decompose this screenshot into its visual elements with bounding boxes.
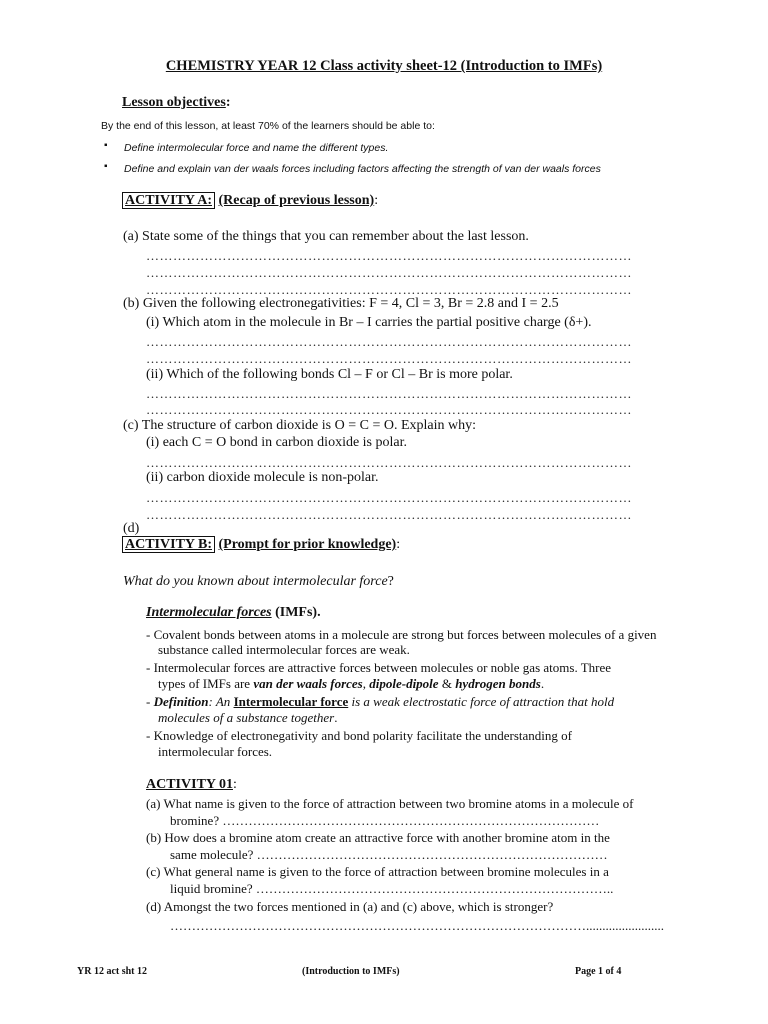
imf-definition-article: An bbox=[215, 694, 234, 709]
activity-b-question bbox=[123, 574, 394, 590]
activity-b-heading bbox=[122, 537, 400, 553]
activity-b-colon: : bbox=[396, 537, 401, 552]
imf-heading bbox=[146, 605, 321, 621]
lesson-objectives-colon: : bbox=[225, 95, 231, 110]
imf-definition-line-2 bbox=[158, 710, 337, 726]
answer-line: ……………………………………………………………………………………………… bbox=[146, 334, 632, 349]
imf-bullet-1-line-2: substance called intermolecular forces are weak. bbox=[158, 642, 410, 657]
activity-a-colon: : bbox=[374, 193, 379, 208]
answer-line: ……………………………………………………………………………………………… bbox=[146, 282, 632, 297]
activity-01-c-line-2: liquid bromine? ……………………………………………………………………….. bbox=[170, 881, 614, 896]
activity-b-label: ACTIVITY B: bbox=[122, 536, 215, 553]
imf-definition-term: Intermolecular force bbox=[233, 694, 349, 709]
imf-types-intro: types of IMFs are bbox=[158, 676, 254, 691]
activity-01-colon: : bbox=[233, 777, 237, 792]
imf-definition-period: . bbox=[334, 710, 338, 725]
activity-a-label: ACTIVITY A: bbox=[122, 192, 215, 209]
imf-definition-text-2: molecules of a substance together bbox=[158, 710, 335, 725]
imf-bullet-4-line-2: intermolecular forces. bbox=[158, 744, 273, 759]
answer-line: ……………………………………………………………………………………………… bbox=[146, 265, 632, 280]
lesson-objectives-heading bbox=[122, 95, 231, 111]
answer-line: ……………………………………………………………………………………………… bbox=[146, 490, 632, 505]
imf-definition-dash: - bbox=[146, 694, 154, 709]
activity-01-label: ACTIVITY 01 bbox=[146, 777, 233, 792]
bullet-icon: ▪ bbox=[104, 161, 108, 172]
imf-types-ampersand: & bbox=[438, 676, 456, 691]
activity-01-d-line-2: ……………………………………………………………………………………........................ bbox=[170, 918, 664, 933]
question-c-ii: (ii) carbon dioxide molecule is non-polar. bbox=[146, 470, 379, 485]
answer-line: ……………………………………………………………………………………………… bbox=[146, 351, 632, 366]
imf-definition-colon: : bbox=[208, 694, 216, 709]
page-title: CHEMISTRY YEAR 12 Class activity sheet-12 (Introduction to IMFs) bbox=[165, 58, 603, 74]
footer-page-number: Page 1 of 4 bbox=[575, 966, 622, 977]
imf-type-dipole-dipole: dipole-dipole bbox=[369, 676, 439, 691]
question-a: (a) State some of the things that you can remember about the last lesson. bbox=[123, 229, 529, 244]
imf-bullet-1-line-1: - Covalent bonds between atoms in a molecule are strong but forces between molecules of a given bbox=[146, 627, 657, 642]
question-d: (d) bbox=[123, 521, 140, 536]
answer-line: ……………………………………………………………………………………………… bbox=[146, 248, 632, 263]
activity-b-subtitle: (Prompt for prior knowledge) bbox=[218, 537, 397, 552]
imf-heading-abbrev: (IMFs) bbox=[275, 605, 318, 620]
imf-heading-dot: . bbox=[317, 605, 321, 620]
activity-01-c-line-1: (c) What general name is given to the force of attraction between bromine molecules in a bbox=[146, 864, 609, 879]
footer-left: YR 12 act sht 12 bbox=[77, 966, 147, 977]
answer-line: ……………………………………………………………………………………………… bbox=[146, 507, 632, 522]
activity-01-a-line-2: bromine? …………………………………………………………………………… bbox=[170, 813, 600, 828]
footer-center: (Introduction to IMFs) bbox=[302, 966, 400, 977]
activity-b-question-text: What do you known about intermolecular force bbox=[123, 574, 388, 589]
lesson-objectives-label: Lesson objectives bbox=[122, 95, 226, 110]
question-c-i: (i) each C = O bond in carbon dioxide is polar. bbox=[146, 435, 408, 450]
activity-a-subtitle: (Recap of previous lesson) bbox=[218, 193, 375, 208]
question-b-i: (i) Which atom in the molecule in Br – I carries the partial positive charge (δ+). bbox=[146, 315, 592, 330]
imf-definition-text: is a weak electrostatic force of attraction that hold bbox=[348, 694, 615, 709]
question-b-ii: (ii) Which of the following bonds Cl – F or Cl – Br is more polar. bbox=[146, 367, 513, 382]
activity-a-heading bbox=[122, 193, 378, 209]
activity-b-question-mark: ? bbox=[387, 574, 394, 589]
imf-definition-line-1 bbox=[146, 694, 614, 710]
question-c: (c) The structure of carbon dioxide is O = C = O. Explain why: bbox=[123, 418, 477, 433]
question-b: (b) Given the following electronegativities: F = 4, Cl = 3, Br = 2.8 and I = 2.5 bbox=[123, 296, 559, 311]
imf-types-comma: , bbox=[362, 676, 370, 691]
activity-01-a-line-1: (a) What name is given to the force of attraction between two bromine atoms in a molecule of bbox=[146, 796, 634, 811]
activity-01-d-line-1: (d) Amongst the two forces mentioned in (a) and (c) above, which is stronger? bbox=[146, 899, 554, 914]
answer-line: ……………………………………………………………………………………………… bbox=[146, 402, 632, 417]
imf-definition-label: Definition bbox=[153, 694, 209, 709]
bullet-icon: ▪ bbox=[104, 140, 108, 151]
imf-bullet-2-line-2 bbox=[158, 676, 544, 692]
imf-heading-term: Intermolecular forces bbox=[146, 605, 272, 620]
imf-type-hydrogen-bonds: hydrogen bonds bbox=[455, 676, 541, 691]
objective-item: Define intermolecular force and name the different types. bbox=[124, 142, 389, 154]
imf-bullet-2-line-1: - Intermolecular forces are attractive forces between molecules or noble gas atoms. Three bbox=[146, 660, 612, 675]
imf-types-period: . bbox=[540, 676, 545, 691]
objective-item: Define and explain van der waals forces including factors affecting the strength of van der waals forces bbox=[124, 163, 601, 175]
imf-bullet-4-line-1: - Knowledge of electronegativity and bond polarity facilitate the understanding of bbox=[146, 728, 572, 743]
objectives-intro: By the end of this lesson, at least 70% of the learners should be able to: bbox=[101, 120, 435, 132]
activity-01-b-line-1: (b) How does a bromine atom create an attractive force with another bromine atom in the bbox=[146, 830, 610, 845]
activity-01-heading bbox=[146, 777, 237, 793]
imf-type-van-der-waals: van der waals forces bbox=[253, 676, 363, 691]
answer-line: ……………………………………………………………………………………………… bbox=[146, 386, 632, 401]
activity-01-b-line-2: same molecule? ……………………………………………………………………… bbox=[170, 847, 608, 862]
answer-line: ……………………………………………………………………………………………… bbox=[146, 455, 632, 470]
